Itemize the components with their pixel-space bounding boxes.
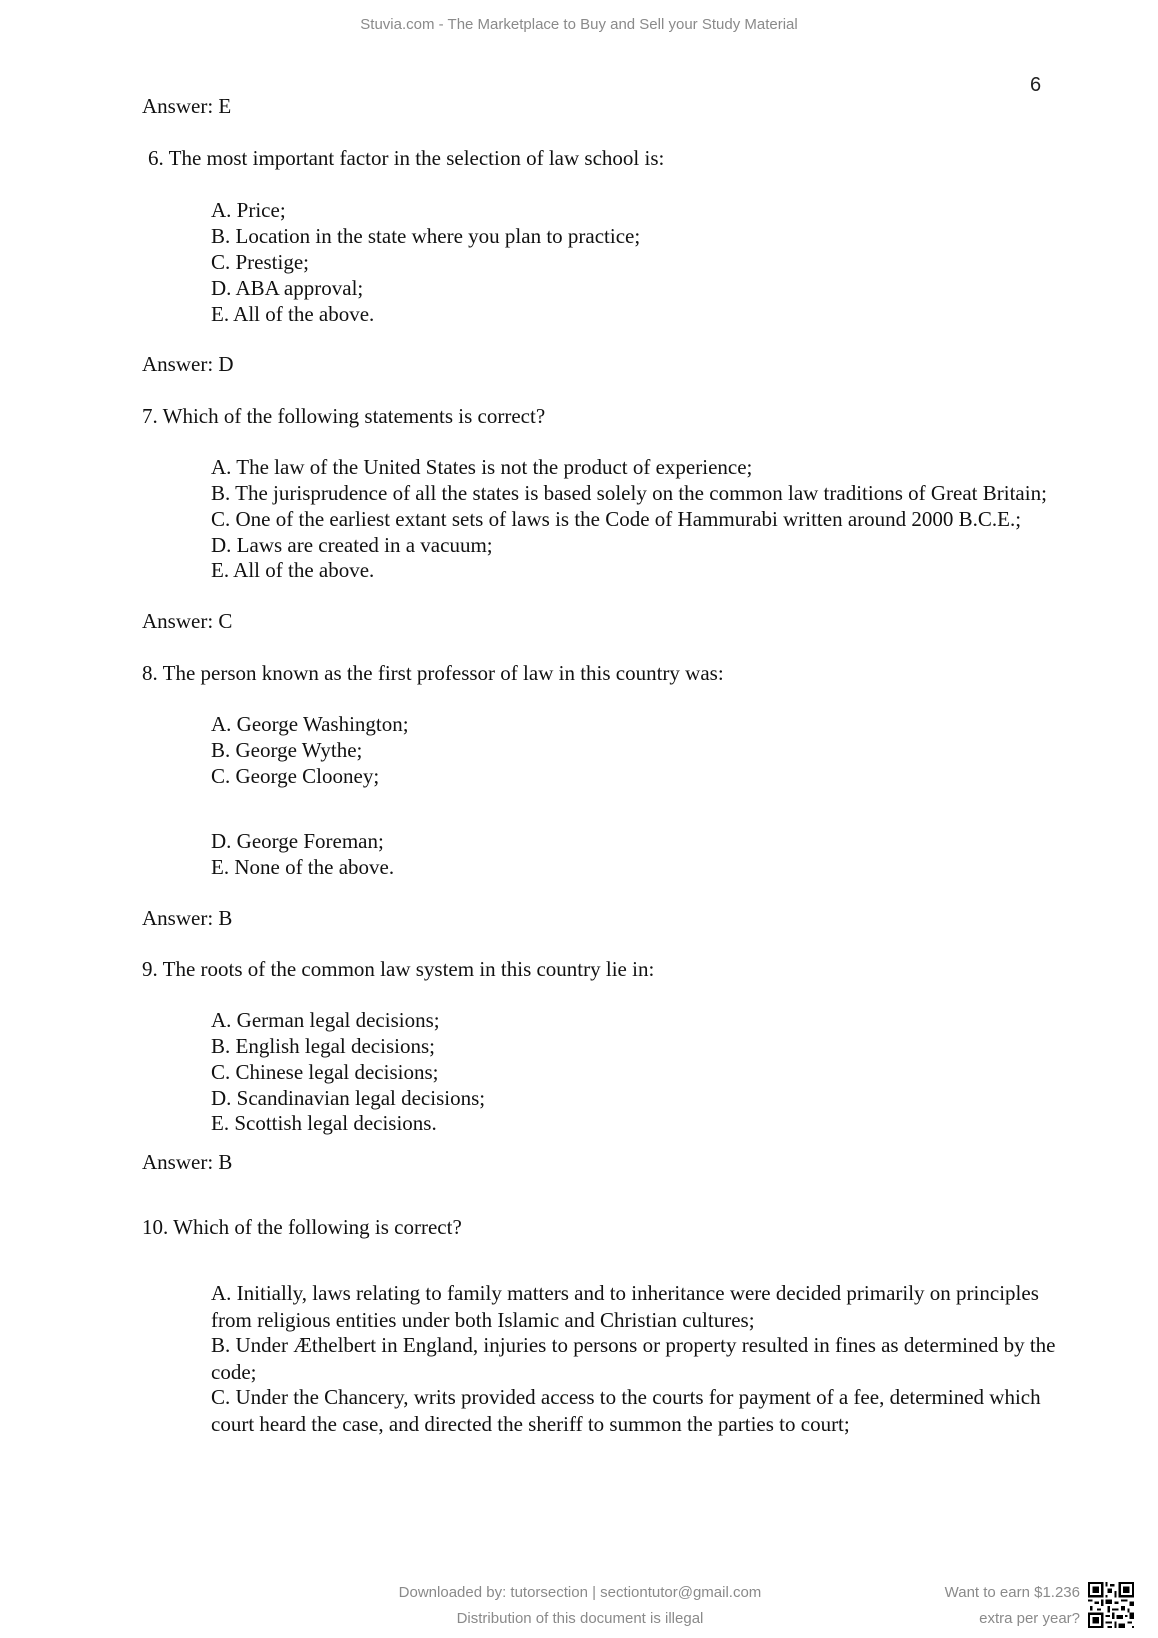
q8-option-e: E. None of the above.: [211, 855, 395, 879]
question-8: 8. The person known as the first professor of law in this country was:: [142, 661, 724, 685]
page-number: 6: [1030, 74, 1042, 96]
q8-option-b: B. George Wythe;: [211, 738, 363, 762]
q7-answer: Answer: C: [142, 609, 233, 633]
q7-option-a: A. The law of the United States is not the product of experience;: [211, 455, 753, 479]
q9-option-d: D. Scandinavian legal decisions;: [211, 1086, 486, 1110]
q6-answer: Answer: D: [142, 352, 234, 376]
q6-option-b: B. Location in the state where you plan to practice;: [211, 224, 641, 248]
stuvia-header[interactable]: Stuvia.com - The Marketplace to Buy and Sell your Study Material: [360, 16, 798, 33]
distribution-notice: Distribution of this document is illegal: [456, 1610, 704, 1627]
q9-option-b: B. English legal decisions;: [211, 1034, 435, 1058]
q9-option-c: C. Chinese legal decisions;: [211, 1060, 439, 1084]
q10-option-c: C. Under the Chancery, writs provided access to the courts for payment of a fee, determined which court heard the case, and directed the sheriff to summon the parties to court;: [211, 1385, 1041, 1436]
q9-option-e: E. Scottish legal decisions.: [211, 1111, 437, 1135]
question-7: 7. Which of the following statements is correct?: [142, 404, 546, 428]
q8-option-c: C. George Clooney;: [211, 764, 380, 788]
question-6: 6. The most important factor in the selection of law school is:: [148, 146, 665, 170]
q7-option-d: D. Laws are created in a vacuum;: [211, 533, 493, 557]
q6-option-c: C. Prestige;: [211, 250, 309, 274]
earn-line-1[interactable]: Want to earn $1.236: [944, 1584, 1080, 1601]
downloaded-by-line: Downloaded by: tutorsection | sectiontutor@gmail.com: [398, 1584, 762, 1601]
q7-option-e: E. All of the above.: [211, 558, 375, 582]
question-10: 10. Which of the following is correct?: [142, 1215, 462, 1239]
q6-option-d: D. ABA approval;: [211, 276, 364, 300]
question-9: 9. The roots of the common law system in this country lie in:: [142, 957, 655, 981]
earn-line-2[interactable]: extra per year?: [979, 1610, 1080, 1627]
q7-option-c: C. One of the earliest extant sets of laws is the Code of Hammurabi written around 2000 B.C.E.;: [211, 507, 1022, 531]
previous-answer: Answer: E: [142, 94, 232, 118]
q8-option-a: A. George Washington;: [211, 712, 409, 736]
q9-answer: Answer: B: [142, 1150, 233, 1174]
q8-option-d: D. George Foreman;: [211, 829, 384, 853]
q6-option-e: E. All of the above.: [211, 302, 375, 326]
q10-option-a: A. Initially, laws relating to family matters and to inheritance were decided primarily on principles from religious entities under both Islamic and Christian cultures;: [211, 1281, 1039, 1332]
q10-option-b: B. Under Æthelbert in England, injuries to persons or property resulted in fines as determined by the code;: [211, 1333, 1056, 1384]
q7-option-b: B. The jurisprudence of all the states is based solely on the common law traditions of Great Britain;: [211, 481, 1047, 505]
q8-answer: Answer: B: [142, 906, 233, 930]
q6-option-a: A. Price;: [211, 198, 286, 222]
qr-code-icon[interactable]: [1088, 1582, 1134, 1628]
q9-option-a: A. German legal decisions;: [211, 1008, 440, 1032]
